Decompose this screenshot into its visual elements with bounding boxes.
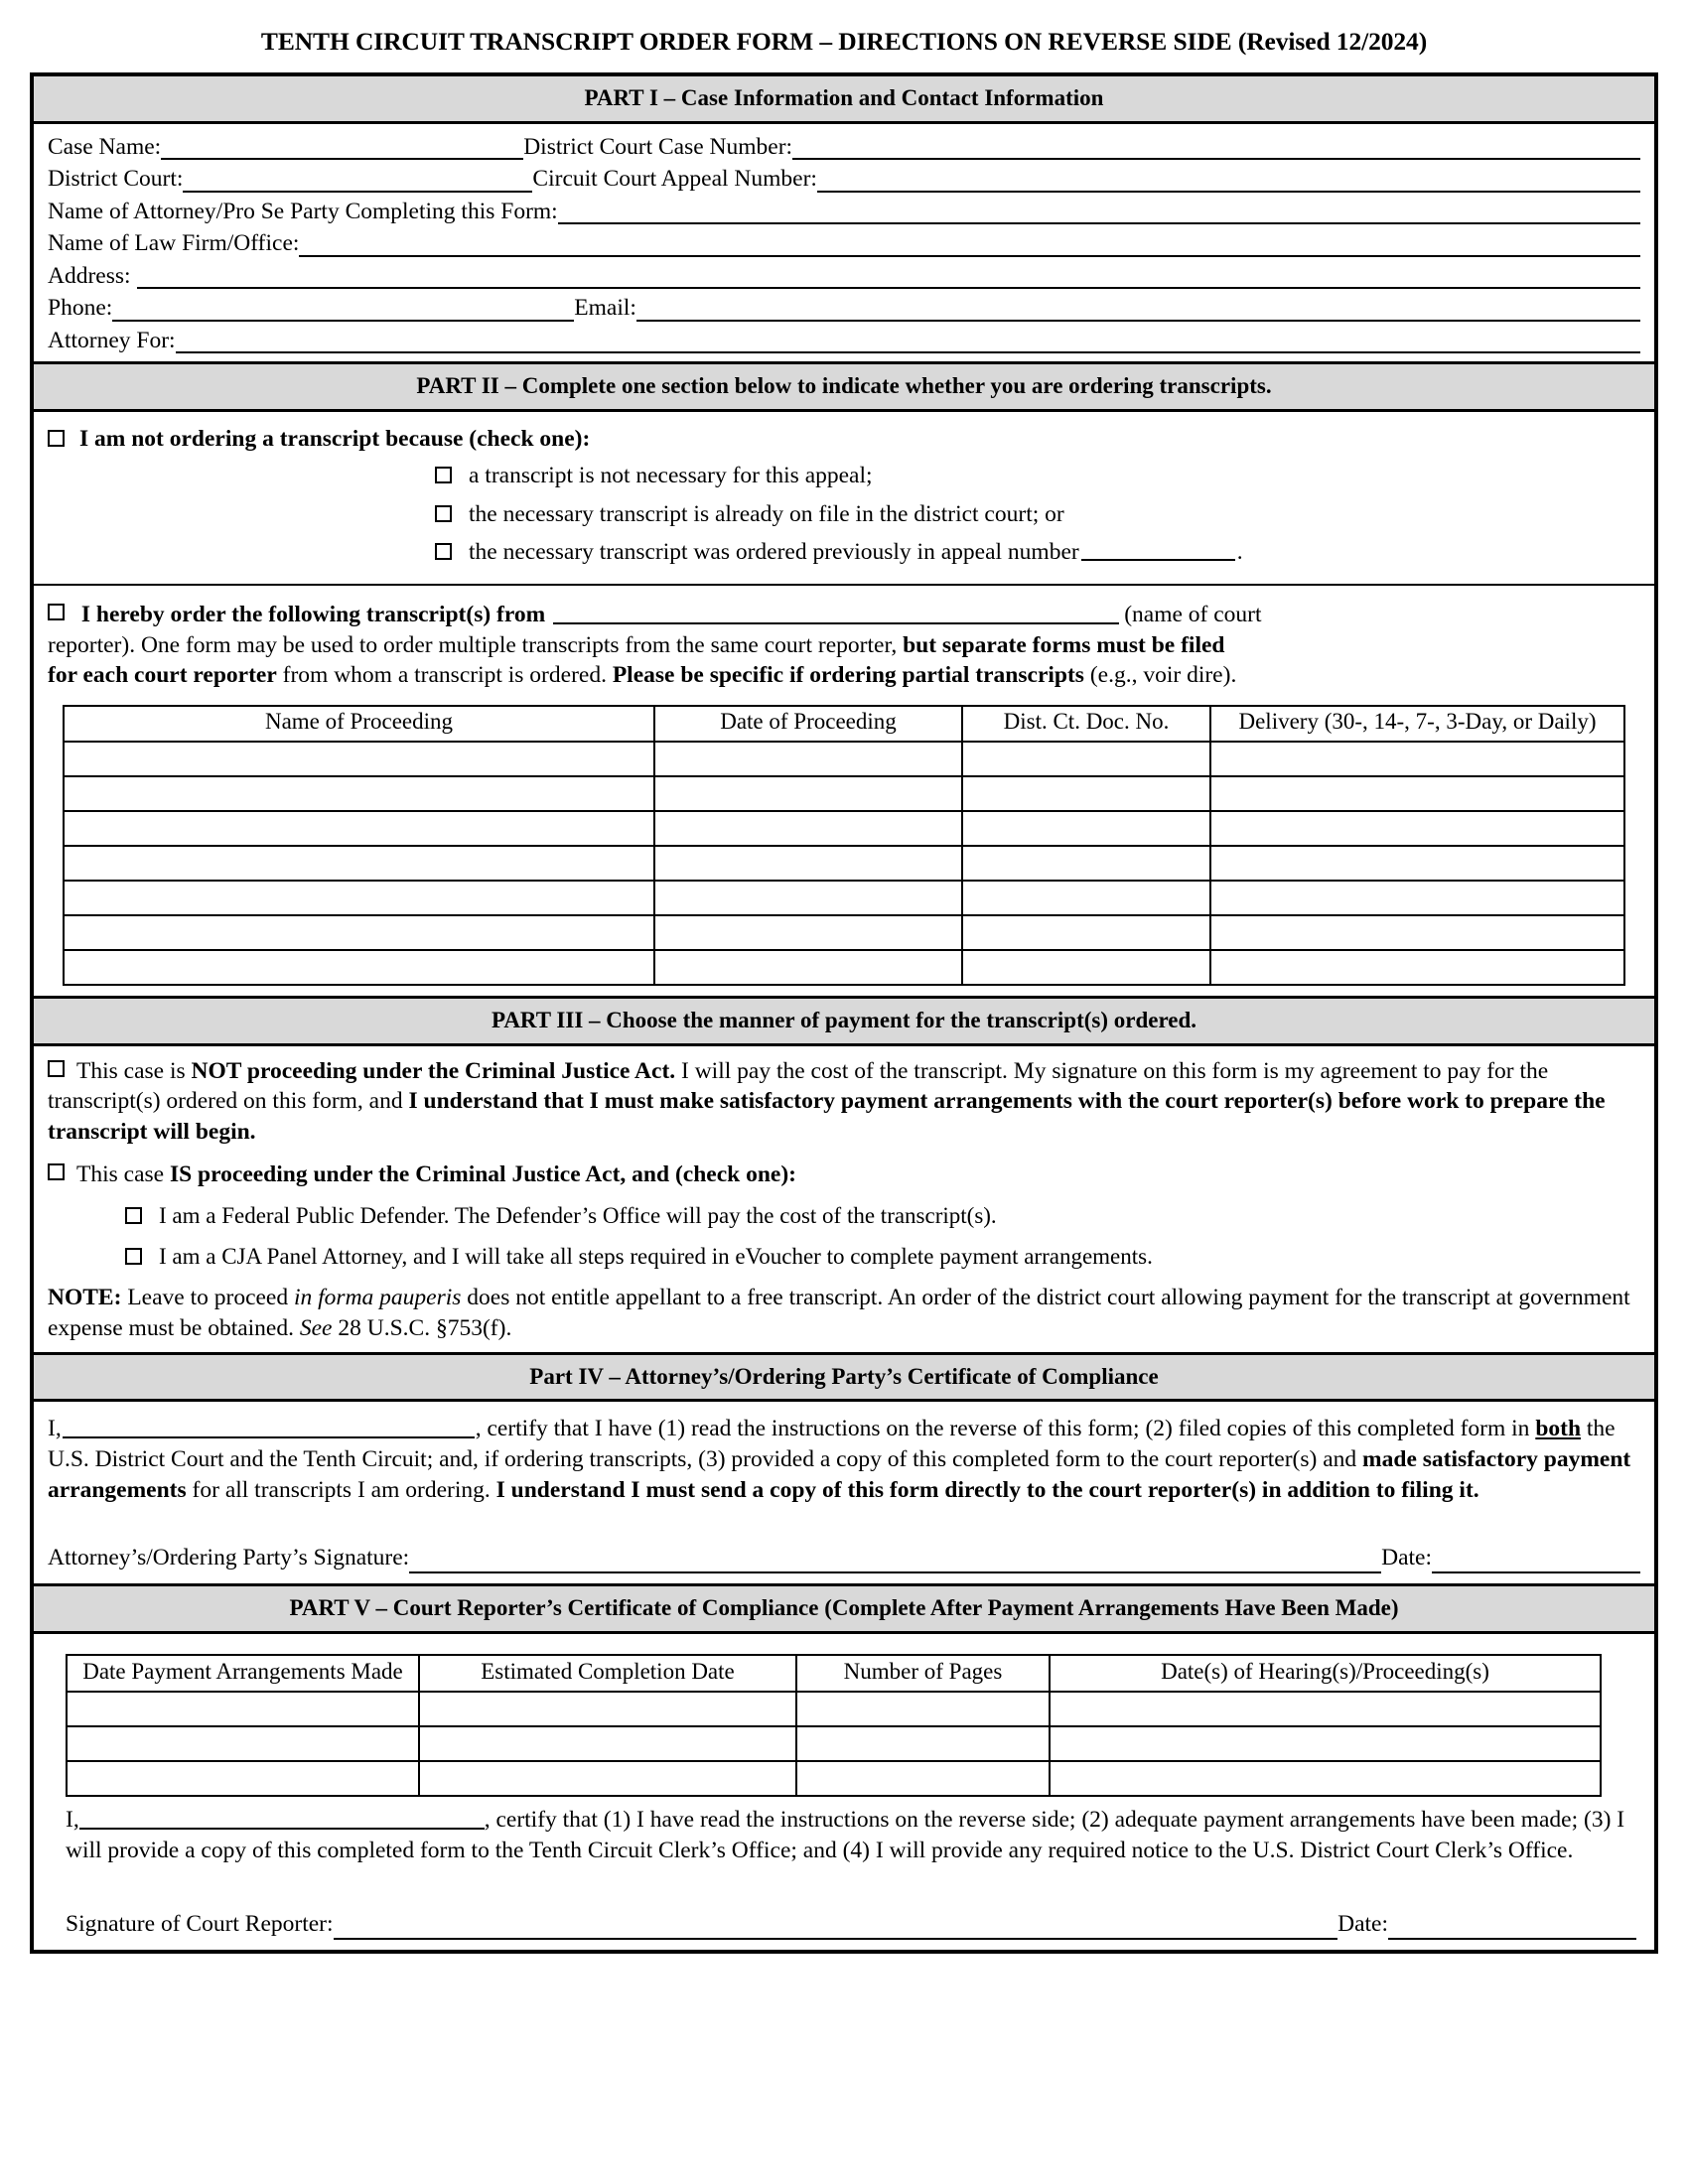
order-line-2 xyxy=(48,630,1640,661)
table-cell[interactable] xyxy=(64,811,654,846)
table-cell[interactable] xyxy=(654,881,962,915)
checkbox-cja-panel-attorney-wrap[interactable] xyxy=(125,1246,159,1271)
order-line3-normal1: from whom a transcript is ordered. xyxy=(276,662,613,689)
table-cell[interactable] xyxy=(67,1692,419,1726)
option-already-on-file[interactable] xyxy=(435,502,1640,528)
cert-underlined-both: both xyxy=(1535,1416,1582,1442)
part5-heading: PART V – Court Reporter’s Certificate of Compliance (Complete After Payment Arrangements Have Been Made) xyxy=(34,1583,1654,1634)
table-cell[interactable] xyxy=(64,950,654,985)
checkbox-icon[interactable] xyxy=(48,1163,65,1180)
not-ordering-options-list xyxy=(435,464,1640,567)
table-cell[interactable] xyxy=(1050,1761,1601,1796)
table-cell[interactable] xyxy=(64,846,654,881)
column-header-dates-of-hearings: Date(s) of Hearing(s)/Proceeding(s) xyxy=(1050,1655,1601,1692)
part1-heading: PART I – Case Information and Contact Information xyxy=(34,76,1654,124)
part3-heading: PART III – Choose the manner of payment for the transcript(s) ordered. xyxy=(34,996,1654,1046)
column-header-number-of-pages: Number of Pages xyxy=(796,1655,1050,1692)
order-line3-bold2: Please be specific if ordering partial transcripts xyxy=(612,662,1084,689)
note-text-b: does not entitle appellant to a free transcript. An order of the district court allowing payment for the transcript at government expense must be obtained. xyxy=(48,1285,1630,1341)
option-not-ordering-label: I am not ordering a transcript because (check one): xyxy=(79,426,591,452)
label-law-firm: Name of Law Firm/Office: xyxy=(48,230,300,257)
table-cell[interactable] xyxy=(1210,776,1624,811)
table-cell[interactable] xyxy=(1210,846,1624,881)
table-row xyxy=(64,742,1624,776)
option-cja-panel-attorney-label: I am a CJA Panel Attorney, and I will take all steps required in eVoucher to complete payment arrangements. xyxy=(159,1244,1153,1270)
input-law-firm[interactable] xyxy=(299,230,1640,257)
table-cell[interactable] xyxy=(1210,811,1624,846)
cert-bold2: I understand I must send a copy of this form directly to the court reporter(s) in addition to filing it. xyxy=(495,1477,1479,1504)
note-text-a: Leave to proceed xyxy=(121,1285,294,1311)
label-phone: Phone: xyxy=(48,295,113,322)
table-cell[interactable] xyxy=(654,846,962,881)
checkbox-icon[interactable] xyxy=(435,543,452,560)
label-email: Email: xyxy=(574,295,636,322)
input-district-court-case-number[interactable] xyxy=(792,133,1640,160)
label-district-court: District Court: xyxy=(48,166,184,193)
table-cell[interactable] xyxy=(796,1761,1050,1796)
option-ordered-previously-text: the necessary transcript was ordered previously in appeal number xyxy=(469,539,1079,566)
part2-heading: PART II – Complete one section below to indicate whether you are ordering transcripts. xyxy=(34,361,1654,412)
input-case-name[interactable] xyxy=(161,133,523,160)
table-cell[interactable] xyxy=(796,1692,1050,1726)
checkbox-no-transcript-necessary-wrap[interactable] xyxy=(435,466,469,491)
table-cell[interactable] xyxy=(64,776,654,811)
field-row-phone-email xyxy=(48,289,1640,322)
label-circuit-court-appeal-number: Circuit Court Appeal Number: xyxy=(532,166,817,193)
input-district-court[interactable] xyxy=(183,166,532,193)
input-email[interactable] xyxy=(636,295,1640,322)
checkbox-icon[interactable] xyxy=(48,604,65,620)
cert5-lead: I, xyxy=(66,1807,79,1834)
table-cell[interactable] xyxy=(796,1726,1050,1761)
part4-body xyxy=(34,1402,1654,1583)
field-row-address xyxy=(48,257,1640,290)
table-cell[interactable] xyxy=(654,950,962,985)
input-certifier-name[interactable] xyxy=(63,1416,475,1438)
part4-certification xyxy=(48,1414,1640,1506)
table-cell[interactable] xyxy=(67,1761,419,1796)
column-header-date-payment-arrangements: Date Payment Arrangements Made xyxy=(67,1655,419,1692)
table-cell[interactable] xyxy=(962,915,1210,950)
label-attorney-name: Name of Attorney/Pro Se Party Completing this Form: xyxy=(48,198,558,224)
option-ordered-previously-label xyxy=(469,540,1243,566)
part2-order-block xyxy=(34,586,1654,697)
checkbox-icon[interactable] xyxy=(125,1207,142,1224)
part1-body xyxy=(34,124,1654,362)
cert-text-b: the U.S. District Court and the Tenth Circuit; and, if ordering transcripts, (3) provided a copy of this completed form to the court reporter(s) and xyxy=(48,1416,1616,1473)
part3-note xyxy=(48,1283,1640,1343)
table-row xyxy=(64,881,1624,915)
not-cja-bold1: NOT proceeding under the Criminal Justice Act. xyxy=(191,1057,676,1084)
label-court-reporter-signature-date: Date: xyxy=(1337,1911,1388,1938)
table-cell[interactable] xyxy=(419,1726,796,1761)
label-attorney-for: Attorney For: xyxy=(48,327,176,353)
table-cell[interactable] xyxy=(1210,915,1624,950)
note-text-c: 28 U.S.C. §753(f). xyxy=(332,1314,512,1341)
input-attorney-signature[interactable] xyxy=(409,1548,1381,1573)
part4-signature-row xyxy=(48,1542,1640,1577)
column-header-doc-no: Dist. Ct. Doc. No. xyxy=(962,706,1210,742)
table-header-row xyxy=(67,1655,1601,1692)
label-district-court-case-number: District Court Case Number: xyxy=(523,133,793,160)
cert-bold1: made satisfactory payment arrangements xyxy=(48,1446,1631,1504)
option-not-ordering[interactable] xyxy=(48,426,1640,454)
order-line3-bold1: for each court reporter xyxy=(48,662,277,689)
checkbox-icon[interactable] xyxy=(435,505,452,522)
field-row-attorney-for xyxy=(48,322,1640,354)
table-row xyxy=(64,811,1624,846)
input-reporter-certifier-name[interactable] xyxy=(79,1807,485,1830)
option-cja-panel-attorney[interactable] xyxy=(125,1244,1640,1269)
table-row xyxy=(64,846,1624,881)
table-cell[interactable] xyxy=(1050,1726,1601,1761)
part2-not-ordering-block xyxy=(34,412,1654,584)
column-header-estimated-completion-date: Estimated Completion Date xyxy=(419,1655,796,1692)
not-cja-bold2: I understand that I must make satisfactory payment arrangements with the court reporter(s) before work to prepare the transcript will begin. xyxy=(48,1088,1606,1145)
column-header-delivery: Delivery (30-, 14-, 7-, 3-Day, or Daily) xyxy=(1210,706,1624,742)
cert-text-c: for all transcripts I am ordering. xyxy=(186,1477,496,1504)
input-previous-appeal-number[interactable] xyxy=(1081,540,1235,561)
input-court-reporter-signature[interactable] xyxy=(334,1914,1338,1940)
label-address: Address: xyxy=(48,262,131,289)
option-ordered-previously-period: . xyxy=(1236,539,1243,566)
table-cell[interactable] xyxy=(64,881,654,915)
page-title: TENTH CIRCUIT TRANSCRIPT ORDER FORM – DIRECTIONS ON REVERSE SIDE (Revised 12/2024) xyxy=(260,27,1428,56)
table-row xyxy=(67,1692,1601,1726)
label-court-reporter-signature: Signature of Court Reporter: xyxy=(66,1911,334,1938)
order-line3-normal2: (e.g., voir dire). xyxy=(1083,662,1237,689)
order-line2-bold: but separate forms must be filed xyxy=(903,631,1225,658)
transcript-order-table xyxy=(63,705,1625,986)
option-federal-public-defender[interactable] xyxy=(125,1203,1640,1228)
cert5-text: , certify that (1) I have read the instructions on the reverse side; (2) adequate payment arrangements have been made; (3) I will provide a copy of this completed form to the Tenth Circuit Clerk’s Office; and (4) I will provide any required notice to the U.S. District Court Clerk’s Office. xyxy=(66,1807,1625,1864)
input-court-reporter-signature-date[interactable] xyxy=(1388,1914,1636,1940)
option-ordered-previously[interactable] xyxy=(435,540,1640,566)
option-federal-public-defender-label: I am a Federal Public Defender. The Defender’s Office will pay the cost of the transcript(s). xyxy=(159,1202,997,1228)
table-cell[interactable] xyxy=(654,776,962,811)
option-no-transcript-necessary-label: a transcript is not necessary for this appeal; xyxy=(469,462,873,488)
column-header-name-of-proceeding: Name of Proceeding xyxy=(64,706,654,742)
order-after-blank-text: (name of court xyxy=(1124,602,1262,628)
table-cell[interactable] xyxy=(419,1692,796,1726)
table-cell[interactable] xyxy=(962,846,1210,881)
option-already-on-file-label: the necessary transcript is already on file in the district court; or xyxy=(469,500,1064,527)
table-cell[interactable] xyxy=(962,776,1210,811)
checkbox-icon[interactable] xyxy=(48,1060,65,1077)
table-cell[interactable] xyxy=(1050,1692,1601,1726)
table-cell[interactable] xyxy=(962,881,1210,915)
checkbox-icon[interactable] xyxy=(435,467,452,483)
checkbox-already-on-file-wrap[interactable] xyxy=(435,504,469,530)
input-circuit-court-appeal-number[interactable] xyxy=(817,166,1640,193)
checkbox-ordered-previously-wrap[interactable] xyxy=(435,542,469,568)
table-cell[interactable] xyxy=(962,811,1210,846)
part5-certification xyxy=(48,1805,1640,1866)
table-cell[interactable] xyxy=(654,742,962,776)
table-cell[interactable] xyxy=(1210,742,1624,776)
table-header-row xyxy=(64,706,1624,742)
checkbox-icon[interactable] xyxy=(125,1248,142,1265)
court-reporter-table-body xyxy=(67,1692,1601,1796)
part5-body xyxy=(34,1634,1654,1950)
is-cja-text-a: This case xyxy=(76,1161,170,1188)
table-cell[interactable] xyxy=(962,950,1210,985)
input-phone[interactable] xyxy=(112,295,574,322)
label-case-name: Case Name: xyxy=(48,133,162,160)
table-row xyxy=(67,1761,1601,1796)
checkbox-federal-public-defender-wrap[interactable] xyxy=(125,1205,159,1230)
table-row xyxy=(64,776,1624,811)
input-attorney-name[interactable] xyxy=(558,198,1640,224)
option-no-transcript-necessary[interactable] xyxy=(435,464,1640,489)
note-label: NOTE: xyxy=(48,1285,122,1311)
checkbox-not-ordering-wrap[interactable] xyxy=(48,428,79,456)
table-row xyxy=(64,950,1624,985)
order-lead-text: I hereby order the following transcript(s) from xyxy=(80,602,546,628)
table-cell[interactable] xyxy=(1210,881,1624,915)
cert-text-a: , certify that I have (1) read the instructions on the reverse of this form; (2) filed copies of this completed form in xyxy=(475,1416,1536,1442)
table-row xyxy=(64,915,1624,950)
field-row-law-firm xyxy=(48,224,1640,257)
input-address[interactable] xyxy=(137,262,1640,289)
is-cja-bold: IS proceeding under the Criminal Justice Act, and (check one): xyxy=(169,1161,796,1188)
table-cell[interactable] xyxy=(64,742,654,776)
transcript-order-table-body xyxy=(64,742,1624,985)
table-cell[interactable] xyxy=(654,811,962,846)
note-italic-ifp: in forma pauperis xyxy=(293,1285,462,1311)
cja-options-list xyxy=(125,1203,1640,1270)
not-cja-text-a: This case is xyxy=(76,1057,192,1084)
input-attorney-for[interactable] xyxy=(176,327,1640,353)
part5-signature-row xyxy=(48,1908,1640,1944)
table-cell[interactable] xyxy=(64,915,654,950)
order-lead-line xyxy=(48,600,1640,630)
table-cell[interactable] xyxy=(962,742,1210,776)
not-cja-text-b: I will pay the cost of the transcript. My signature on this form is my agreement to pay for the transcript(s) ordered on this form, and xyxy=(48,1057,1549,1115)
court-reporter-table xyxy=(66,1654,1602,1797)
table-row xyxy=(67,1726,1601,1761)
form-container xyxy=(30,72,1658,1954)
field-row-attorney-name xyxy=(48,193,1640,225)
label-attorney-signature: Attorney’s/Ordering Party’s Signature: xyxy=(48,1545,410,1571)
column-header-date-of-proceeding: Date of Proceeding xyxy=(654,706,962,742)
option-not-cja[interactable] xyxy=(48,1056,1640,1148)
cert-lead: I, xyxy=(48,1416,62,1442)
order-line2-normal: reporter). One form may be used to order multiple transcripts from the same court reporter, xyxy=(48,631,904,658)
part4-heading: Part IV – Attorney’s/Ordering Party’s Certificate of Compliance xyxy=(34,1352,1654,1403)
field-row-case-name xyxy=(48,128,1640,161)
checkbox-icon[interactable] xyxy=(48,430,65,447)
part3-body xyxy=(34,1046,1654,1352)
field-row-district-court xyxy=(48,160,1640,193)
table-cell[interactable] xyxy=(67,1726,419,1761)
note-italic-see: See xyxy=(299,1314,333,1341)
table-cell[interactable] xyxy=(1210,950,1624,985)
label-attorney-signature-date: Date: xyxy=(1381,1545,1432,1571)
option-is-cja[interactable] xyxy=(48,1160,1640,1190)
table-cell[interactable] xyxy=(419,1761,796,1796)
input-attorney-signature-date[interactable] xyxy=(1432,1548,1640,1573)
table-cell[interactable] xyxy=(654,915,962,950)
order-line-3 xyxy=(48,660,1640,691)
input-court-reporter-name[interactable] xyxy=(553,601,1119,624)
